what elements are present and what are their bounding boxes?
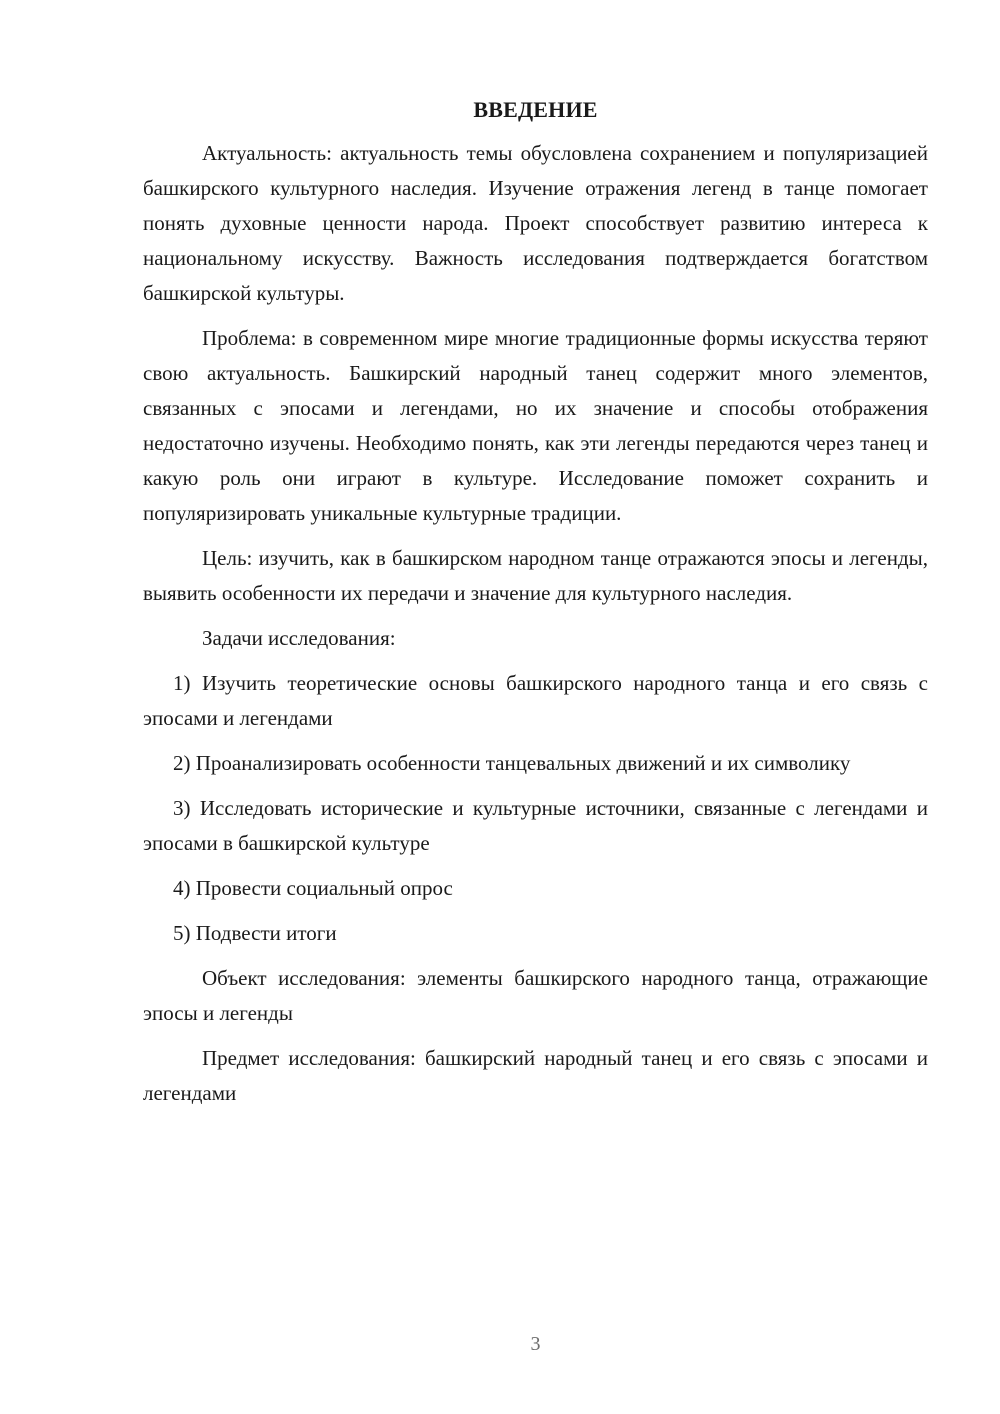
list-item: 2) Проанализировать особенности танцевальных движений и их символику (173, 751, 851, 775)
page-number: 3 (530, 1333, 541, 1355)
paragraph-relevance: Актуальность: актуальность темы обусловлена сохранением и популяризацией башкирского культурного наследия. Изучение отражения легенд в танце помогает понять духовные ценности народа. Проект способствует развитию интереса к национальному искусству. Важность исследования подтверждается богатством башкирской культуры. (143, 141, 928, 305)
list-item: 1) Изучить теоретические основы башкирского народного танца и его связь с эпосами и легендами (143, 671, 928, 730)
tasks-list (143, 666, 928, 951)
list-item: 4) Провести социальный опрос (173, 876, 453, 900)
list-item: 3) Исследовать исторические и культурные источники, связанные с легендами и эпосами в башкирской культуре (143, 796, 928, 855)
paragraph-subject: Предмет исследования: башкирский народный танец и его связь с эпосами и легендами (143, 1046, 928, 1105)
paragraph-problem: Проблема: в современном мире многие традиционные формы искусства теряют свою актуальность. Башкирский народный танец содержит много элементов, связанных с эпосами и легендами, но их значение и способы отображения недостаточно изучены. Необходимо понять, как эти легенды передаются через танец и какую роль они играют в культуре. Исследование поможет сохранить и популяризировать уникальные культурные традиции. (143, 326, 928, 525)
page-title: ВВЕДЕНИЕ (473, 97, 598, 122)
list-item: 5) Подвести итоги (173, 921, 337, 945)
tasks-heading: Задачи исследования: (202, 626, 396, 650)
paragraph-goal: Цель: изучить, как в башкирском народном танце отражаются эпосы и легенды, выявить особенности их передачи и значение для культурного наследия. (143, 546, 928, 605)
page-content (143, 94, 928, 1121)
paragraph-object: Объект исследования: элементы башкирского народного танца, отражающие эпосы и легенды (143, 966, 928, 1025)
